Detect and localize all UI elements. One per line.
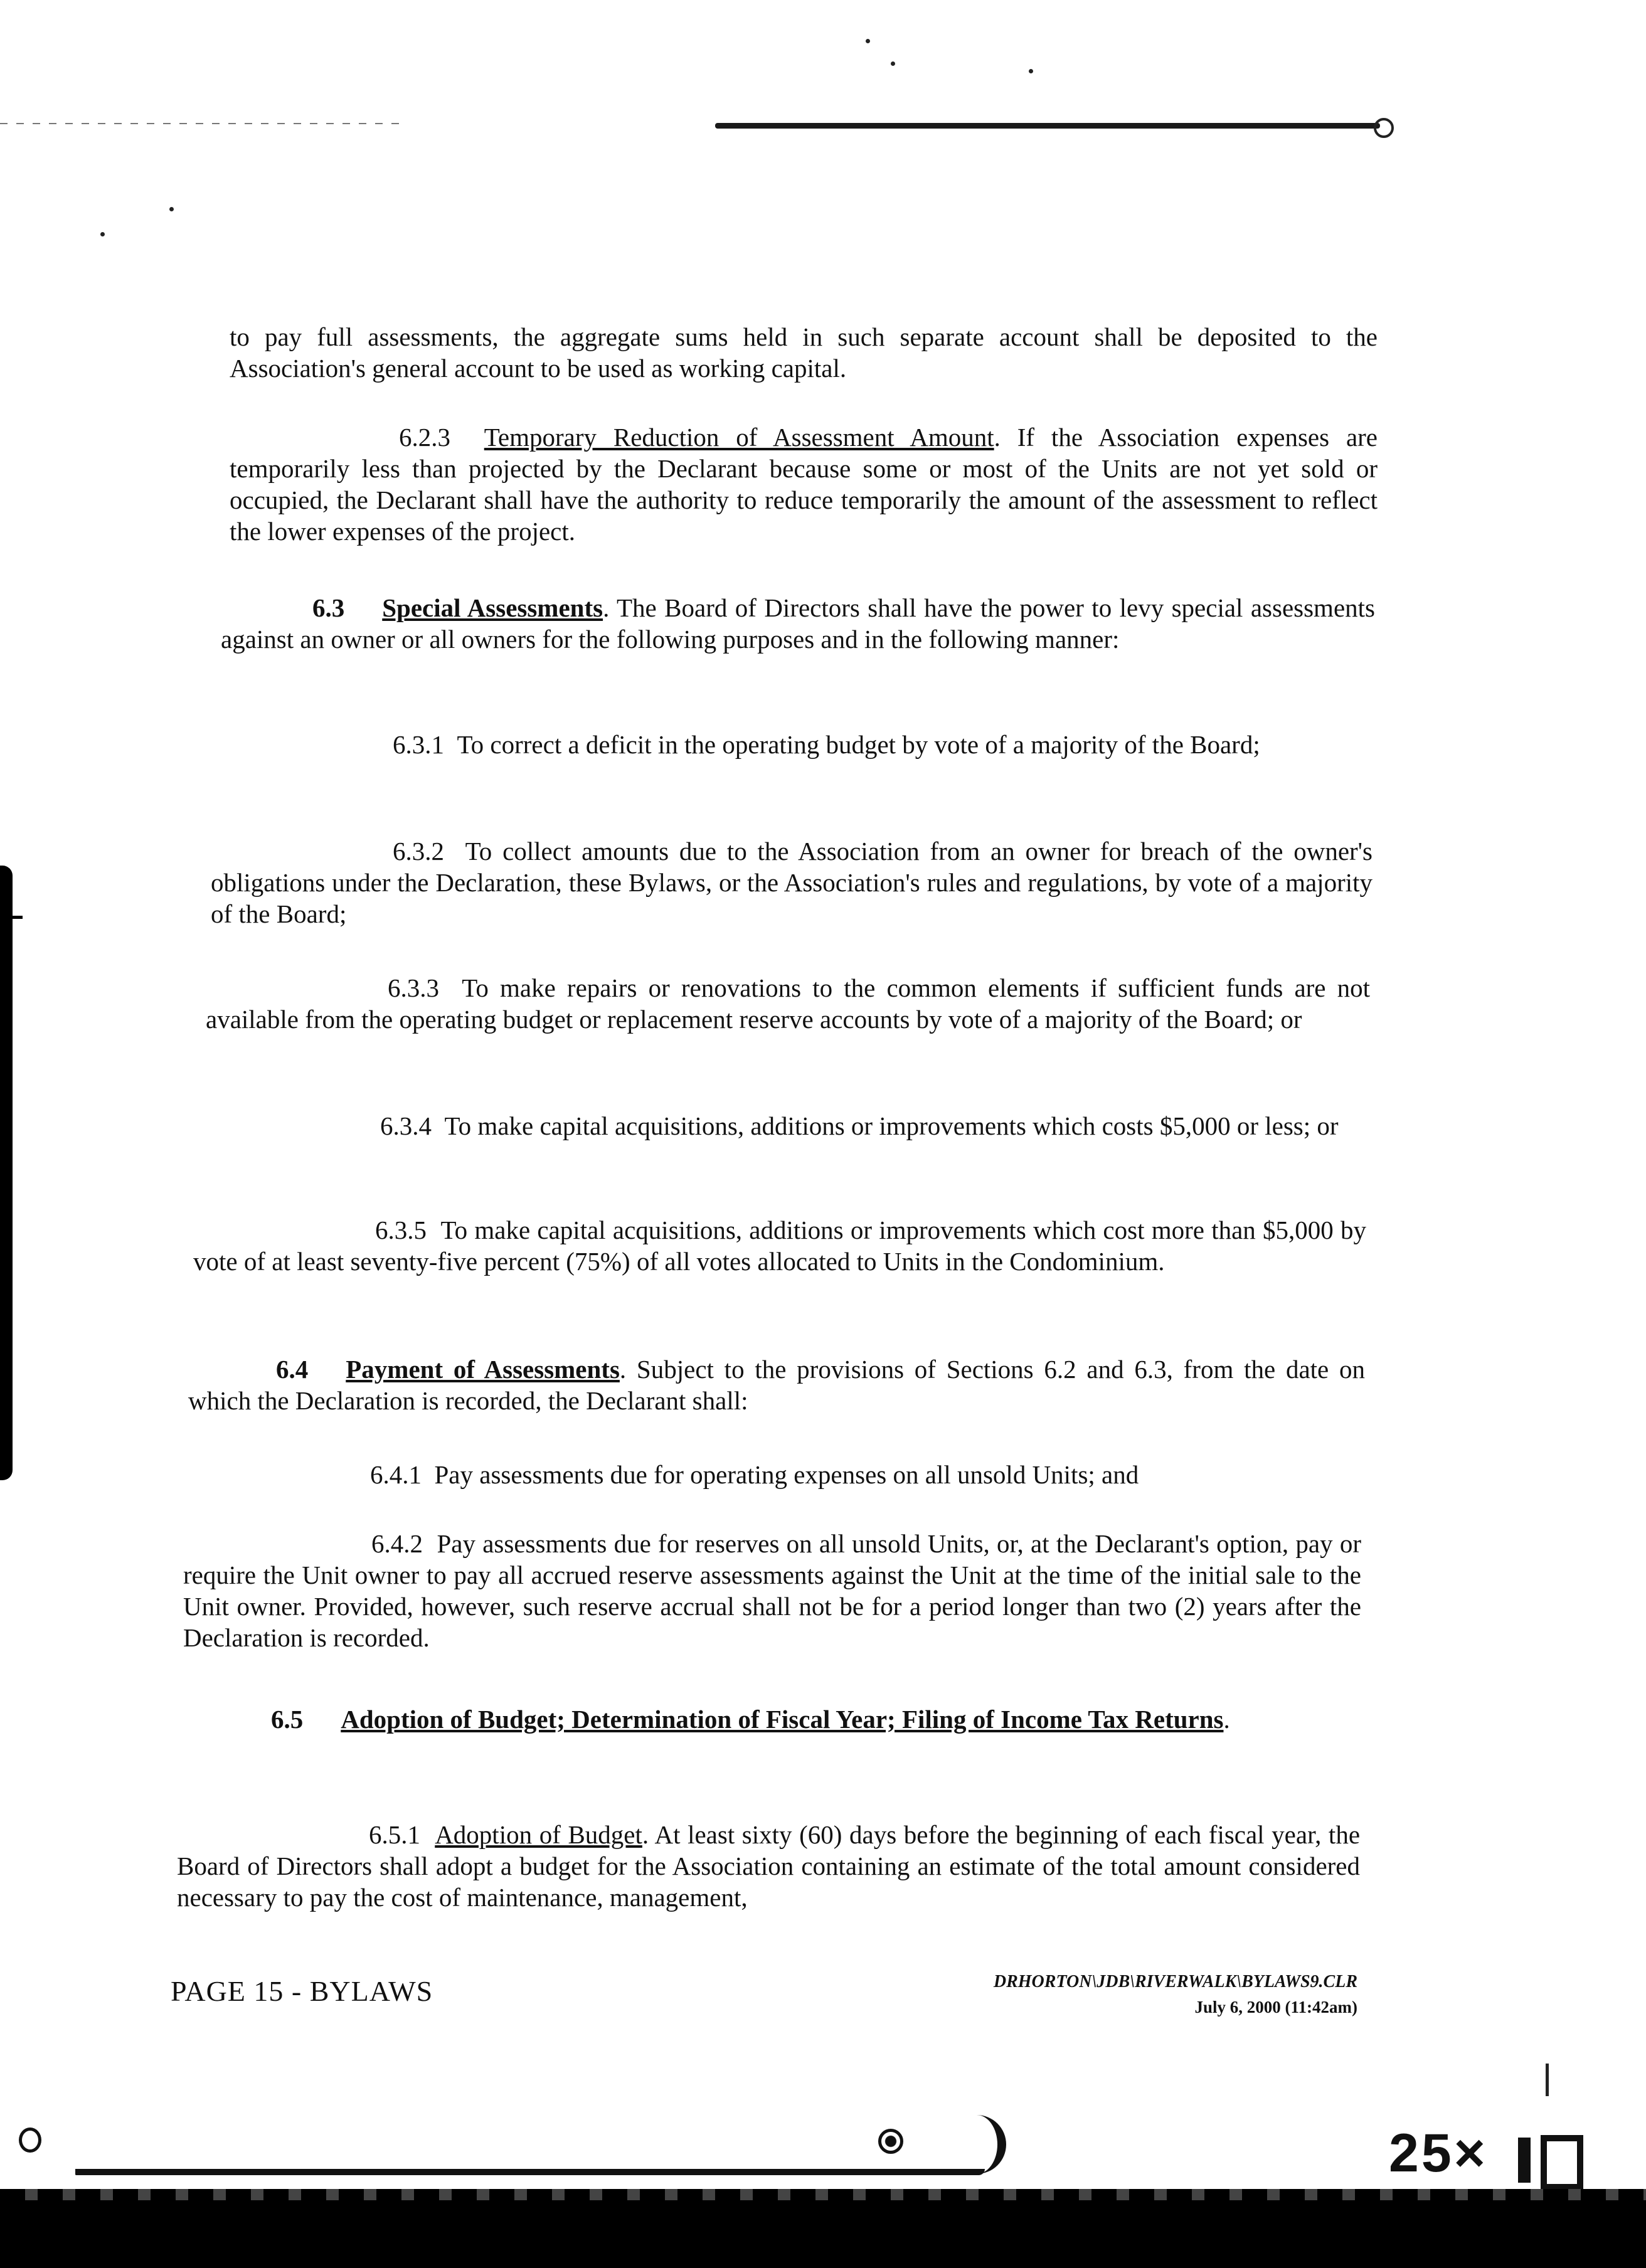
revision-date: July 6, 2000 (11:42am): [1194, 1998, 1357, 2016]
paragraph-text: . If the Association expenses are temporarily less than projected by the Declarant because some or most of the Units are not yet sold or occupied, the Declarant shall have the authority to reduce temporarily the amount of the assessment to reflect the lower expenses of the project.: [230, 423, 1378, 546]
section-number: 6.3: [312, 593, 345, 622]
paragraph-text: Pay assessments due for operating expenses on all unsold Units; and: [434, 1460, 1139, 1489]
scan-speck: [1029, 69, 1033, 73]
section-number: 6.3.1: [393, 730, 444, 759]
section-number: 6.3.3: [388, 973, 439, 1002]
scan-speck: [866, 39, 870, 43]
left-scan-tick: [0, 916, 23, 919]
microfilm-bar-mark: [1518, 2138, 1531, 2183]
top-dashed-line: [0, 123, 401, 124]
section-number: 6.3.5: [375, 1216, 427, 1244]
section-number: 6.5.1: [369, 1820, 420, 1849]
left-scan-edge: [0, 866, 13, 1480]
section-title: Special Assessments: [382, 593, 603, 622]
paragraph-6-4-1: [188, 1459, 1365, 1490]
paragraph-6-5: [177, 1704, 1360, 1735]
paragraph-text: To make capital acquisitions, additions or improvements which cost more than $5,000 by vote of at least seventy-five percent (75%) of all votes allocated to Units in the Condominium.: [193, 1216, 1366, 1276]
paragraph-6-3-2: [211, 835, 1373, 930]
scan-speck: [169, 207, 174, 211]
paragraph-6-3-1: [211, 729, 1375, 760]
paragraph-6-3-3: [206, 972, 1370, 1035]
paragraph-6-4-2: [183, 1528, 1361, 1653]
microfilm-reduction-mark: 25×: [1389, 2123, 1488, 2183]
section-title: Adoption of Budget: [435, 1820, 642, 1849]
paragraph-text: to pay full assessments, the aggregate sums held in such separate account shall be deposited to the Association's general account to be used as working capital.: [230, 322, 1378, 383]
bottom-scan-curve: [953, 2115, 1006, 2174]
paragraph-6-5-1: [177, 1819, 1360, 1913]
section-number: 6.2.3: [399, 423, 450, 452]
section-number: 6.3.4: [380, 1111, 432, 1140]
scan-speck: [891, 61, 895, 66]
page-label: PAGE 15 - BYLAWS: [171, 1975, 433, 2007]
top-scan-margin: [0, 0, 1646, 132]
bottom-scan-rule: [75, 2169, 985, 2175]
bottom-scan-border: [0, 2200, 1646, 2268]
section-title: Temporary Reduction of Assessment Amount: [484, 423, 994, 452]
paragraph-text: Pay assessments due for reserves on all unsold Units, or, at the Declarant's option, pay or require the Unit owner to pay all accrued reserve assessments against the Unit at the time of the initial sale to the Unit owner. Provided, however, such reserve accrual shall not be for a period longer than two (2) years after the Declaration is recorded.: [183, 1529, 1361, 1652]
top-circle-mark: [1374, 118, 1394, 138]
section-number: 6.4.1: [370, 1460, 422, 1489]
paragraph-text: To collect amounts due to the Association from an owner for breach of the owner's obligations under the Declaration, these Bylaws, or the Association's rules and regulations, by vote of a majority of the Board;: [211, 837, 1373, 928]
bottom-scan-noise: [0, 2189, 1646, 2200]
paragraph-text: To make repairs or renovations to the common elements if sufficient funds are not available from the operating budget or replacement reserve accounts by vote of a majority of the Board; or: [206, 973, 1371, 1034]
scan-speck: [100, 232, 105, 236]
paragraph-6-3: [221, 592, 1375, 655]
paragraph-text: . At least sixty (60) days before the beginning of each fiscal year, the Board of Directors shall adopt a budget for the Association containing an estimate of the total amount considered necessary to pay the cost of maintenance, management,: [177, 1820, 1361, 1912]
bottom-dot-mark: [878, 2129, 903, 2154]
section-title: Payment of Assessments: [346, 1355, 620, 1384]
section-number: 6.3.2: [393, 837, 444, 866]
bottom-left-circle-mark: [19, 2128, 41, 2153]
paragraph-6-2-3: [230, 421, 1378, 547]
paragraph-carryover: [230, 321, 1378, 384]
top-scan-rule: [715, 123, 1380, 129]
paragraph-text: . Subject to the provisions of Sections 6.2 and 6.3, from the date on which the Declaration is recorded, the Declarant shall:: [188, 1355, 1366, 1415]
paragraph-text: . The Board of Directors shall have the power to levy special assessments against an owner or all owners for the following purposes and in the following manner:: [221, 593, 1375, 654]
microfilm-box-mark: [1541, 2135, 1583, 2190]
section-number: 6.4: [276, 1355, 309, 1384]
section-title: Adoption of Budget; Determination of Fiscal Year; Filing of Income Tax Returns: [341, 1705, 1224, 1734]
paragraph-text: To correct a deficit in the operating budget by vote of a majority of the Board;: [457, 730, 1260, 759]
section-number: 6.4.2: [371, 1529, 423, 1558]
paragraph-6-3-5: [193, 1214, 1366, 1277]
document-reference: [994, 1969, 1357, 2020]
paragraph-6-3-4: [198, 1110, 1367, 1142]
section-number: 6.5: [271, 1705, 304, 1734]
right-scan-tick: [1546, 2064, 1549, 2096]
paragraph-text: To make capital acquisitions, additions or improvements which costs $5,000 or less; or: [444, 1111, 1339, 1140]
section-title-end: .: [1223, 1705, 1230, 1734]
file-path: DRHORTON\JDB\RIVERWALK\BYLAWS9.CLR: [993, 1972, 1357, 1991]
paragraph-6-4: [188, 1354, 1365, 1416]
